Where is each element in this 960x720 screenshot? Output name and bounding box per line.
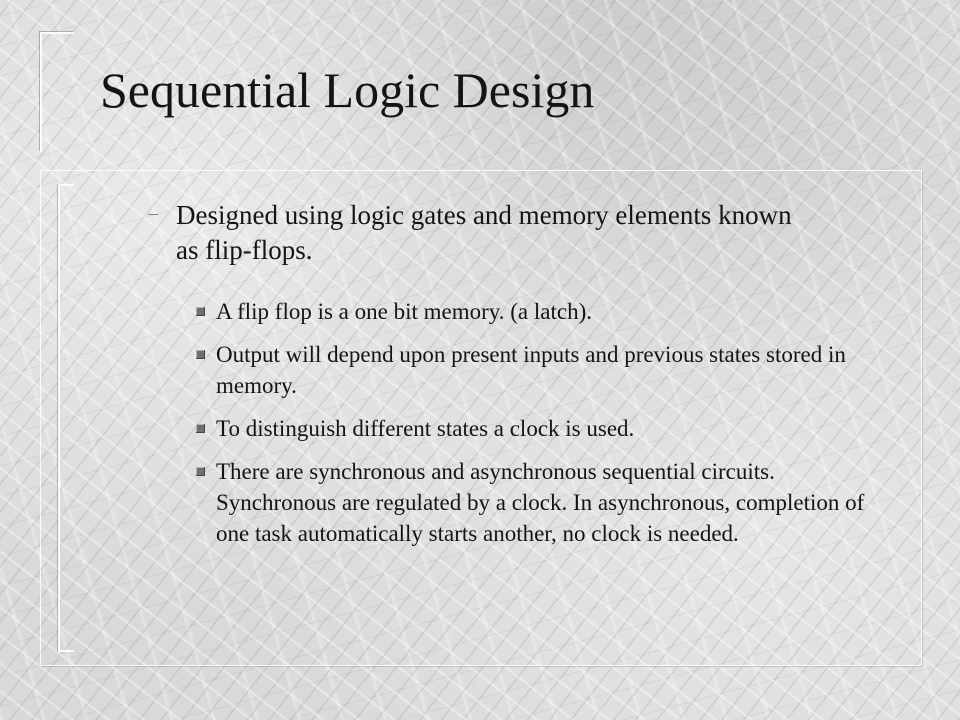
slide-title: Sequential Logic Design [100,62,595,118]
square-bullet-icon [196,467,205,476]
sub-bullet-text: A flip flop is a one bit memory. (a latch). [216,299,592,324]
content-frame-sidebar [58,184,74,652]
sub-bullet-item [196,456,896,549]
sub-bullet-list [196,296,896,561]
sub-bullet-item [196,339,896,401]
sub-bullet-item [196,296,896,327]
square-bullet-icon [196,307,205,316]
square-bullet-icon [196,424,205,433]
main-bullet-text: Designed using logic gates and memory elements known as flip-flops. [176,200,792,265]
sub-bullet-text: To distinguish different states a clock is used. [216,416,635,441]
square-bullet-icon [196,350,205,359]
dash-bullet-icon: – [148,202,158,224]
sub-bullet-text: There are synchronous and asynchronous sequential circuits. Synchronous are regulated by a clock. In asynchronous, completion of one task automatically starts another, no clock is needed. [216,459,865,546]
title-frame-decoration [40,32,74,152]
sub-bullet-item [196,413,896,444]
sub-bullet-text: Output will depend upon present inputs and previous states stored in memory. [216,342,846,398]
